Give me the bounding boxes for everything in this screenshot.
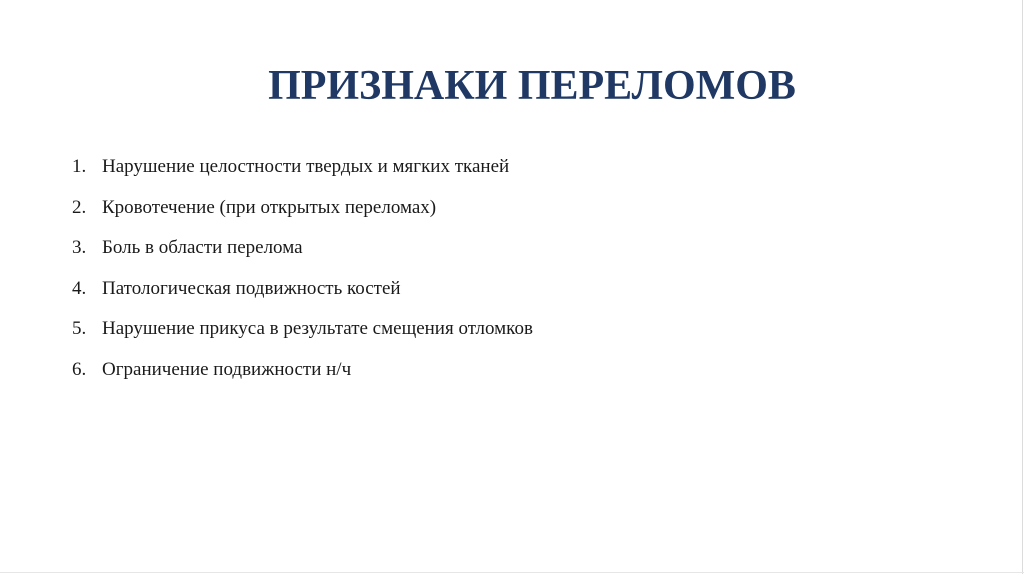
list-item: [72, 156, 533, 197]
list-item-number: 5.: [72, 318, 87, 339]
list-item-number: 6.: [72, 358, 87, 380]
list-item: [72, 359, 533, 400]
list-item: [72, 197, 533, 238]
slide-title: ПРИЗНАКИ ПЕРЕЛОМОВ: [268, 63, 796, 109]
list-item-number: 1.: [72, 156, 87, 177]
list-item: [72, 278, 533, 319]
list-item-text: Боль в области перелома: [102, 237, 303, 258]
list-item-number: 2.: [72, 196, 87, 218]
bottom-edge-divider: [0, 572, 1024, 573]
list-item-text: Нарушение прикуса в результате смещения отломков: [102, 318, 533, 339]
list-item-text: Ограничение подвижности н/ч: [102, 358, 352, 380]
fracture-signs-list: [72, 156, 533, 399]
list-item: [72, 237, 533, 278]
list-item-text: Кровотечение (при открытых переломах): [102, 196, 437, 218]
list-item-number: 4.: [72, 277, 87, 299]
list-item-text: Нарушение целостности твердых и мягких тканей: [102, 156, 510, 177]
right-edge-divider: [1022, 0, 1023, 574]
list-item-text: Патологическая подвижность костей: [102, 277, 401, 299]
list-item: [72, 318, 533, 359]
list-item-number: 3.: [72, 237, 87, 258]
